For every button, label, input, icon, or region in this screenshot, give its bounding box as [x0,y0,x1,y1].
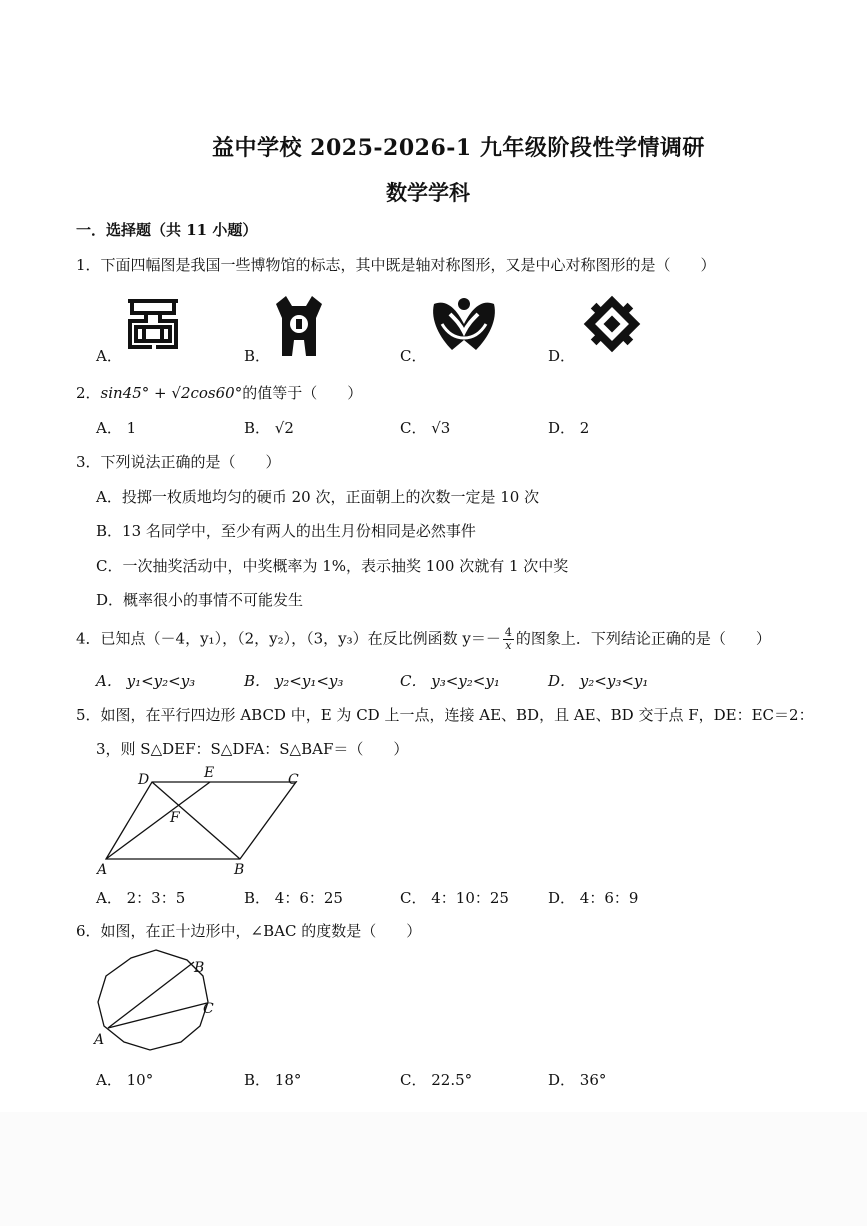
label-a: A [94,1032,105,1048]
label-b: B [194,960,205,976]
q1-option-a: A． [96,347,122,365]
segment-bd [152,782,240,859]
q6-option-d: D． 36° [548,1071,607,1089]
q5-option-a: A． 2：3：5 [96,889,186,907]
page-title: 益中学校 2025-2026-1 九年级阶段性学情调研 [212,135,705,161]
label-c: C [203,1001,214,1017]
q1-option-d: D． [548,347,576,365]
q4-text-after: 的图象上．下列结论正确的是（ ） [515,629,771,648]
q2-number: 2． [76,384,101,402]
q4-fraction [503,627,514,652]
q4-option-b: B． y₂<y₁<y₃ [244,672,344,690]
regular-decagon [98,950,208,1050]
segment-ab [108,962,194,1028]
question-4-stem [76,627,771,652]
q3-option-b: B．13 名同学中，至少有两人的出生月份相同是必然事件 [96,522,476,540]
question-3-stem: 3．下列说法正确的是（ ） [76,453,281,471]
segment-ae [106,782,210,859]
label-b: B [234,862,245,878]
label-f: F [170,810,180,826]
page-subtitle: 数学学科 [386,180,470,205]
question-5-stem-line2: 3，则 S△DEF：S△DFA：S△BAF＝（ ） [96,740,409,758]
q2-option-a: A． 1 [96,419,137,437]
q5-option-b: B． 4：6：25 [244,889,343,907]
label-c: C [288,772,299,788]
question-1-stem: 1．下面四幅图是我国一些博物馆的标志，其中既是轴对称图形，又是中心对称图形的是（ ） [76,256,716,274]
q4-option-d: D． y₂<y₃<y₁ [548,672,649,690]
q6-option-a: A． 10° [96,1071,154,1089]
q4-text-before: 4．已知点（－4，y₁），（2，y₂），（3，y₃）在反比例函数 y＝－ [76,629,501,648]
segment-ac [108,1003,207,1028]
label-d: D [138,772,150,788]
label-e: E [204,765,215,781]
parallelogram-abcd [106,782,296,859]
section-heading: 一．选择题（共 11 小题） [76,221,258,239]
q5-option-d: D． 4：6：9 [548,889,639,907]
museum-logo-c-icon [428,294,500,358]
q6-decagon-figure [90,944,220,1056]
q4-option-c: C． y₃<y₂<y₁ [400,672,500,690]
q3-option-c: C．一次抽奖活动中，中奖概率为 1%，表示抽奖 100 次就有 1 次中奖 [96,557,569,575]
q2-option-c: C． √3 [400,419,451,437]
q6-option-b: B． 18° [244,1071,302,1089]
q5-parallelogram-figure [92,764,322,880]
question-5-stem-line1: 5．如图，在平行四边形 ABCD 中，E 为 CD 上一点，连接 AE、BD，且 AE、BD 交于点 F，DE：EC＝2： [76,706,814,724]
q2-expression: sin45° + √2cos60° [100,384,243,402]
museum-logo-d-icon [578,290,646,358]
q2-option-d: D． 2 [548,419,590,437]
q5-option-c: C． 4：10：25 [400,889,509,907]
museum-logo-a-icon [122,293,184,355]
q3-option-d: D．概率很小的事情不可能发生 [96,591,304,609]
q4-frac-den: x [505,639,512,652]
q6-option-c: C． 22.5° [400,1071,473,1089]
museum-logo-b-icon [272,292,326,358]
scan-shadow [0,1112,867,1226]
question-6-stem: 6．如图，在正十边形中，∠BAC 的度数是（ ） [76,922,422,940]
q4-option-a: A． y₁<y₂<y₃ [96,672,196,690]
q4-frac-num: 4 [504,626,512,639]
q2-option-b: B． √2 [244,419,294,437]
q2-tail: 的值等于（ ） [242,384,363,402]
q1-option-b: B． [244,347,271,365]
q3-option-a: A．投掷一枚质地均匀的硬币 20 次，正面朝上的次数一定是 10 次 [96,488,540,506]
label-a: A [97,862,108,878]
question-2-stem [76,382,362,403]
q1-option-c: C． [400,347,427,365]
